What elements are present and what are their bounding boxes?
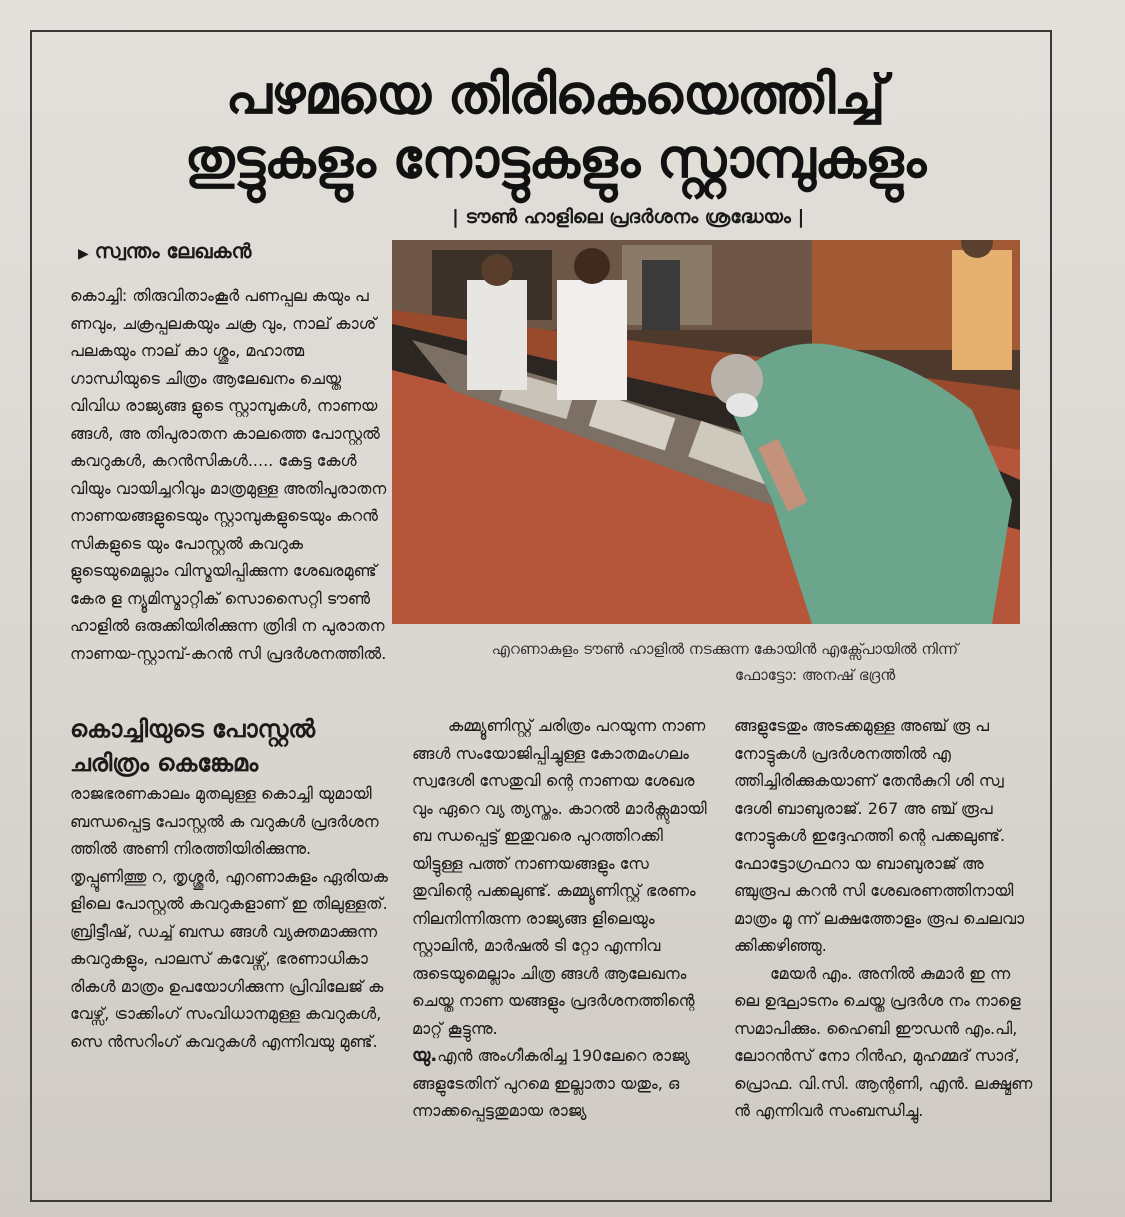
article-intro-column — [70, 282, 388, 702]
section-heading — [70, 712, 390, 780]
byline-text: സ്വന്തം ലേഖകൻ — [94, 239, 252, 263]
section-body-column — [70, 780, 388, 1140]
bullet-triangle-icon: ▶ — [78, 246, 89, 262]
headline-line-1: പഴമയെ തിരികെയെത്തിച്ച് — [225, 63, 885, 126]
byline — [78, 236, 251, 266]
section-heading-line-1: കൊച്ചിയുടെ പോസ്റ്റൽ — [70, 715, 316, 743]
photo-credit: ഫോട്ടോ: അനഷ് ഭദ്രൻ — [734, 666, 896, 684]
column-2-paragraph-1: കമ്മ്യൂണിസ്റ്റ് ചരിത്രം പറയുന്ന നാണങ്ങൾ സംയോജിപ്പിച്ചുള്ള കോതമംഗലം സ്വദേശി സേതുവി ന്റെ നാണയ ശേഖരവും ഏറെ വ്യ ത്യസ്തം. കാറൽ മാർക്സുമായി ബ ന്ധപ്പെട്ട് ഇതുവരെ പുറത്തിറക്കി യിട്ടുള്ള പത്ത് നാണയങ്ങളും സേ തുവിന്റെ പക്കലുണ്ട്. കമ്മ്യൂണിസ്റ്റ് ഭരണം നിലനിന്നിരുന്ന രാജ്യങ്ങ ളിലെയും സ്റ്റാലിൻ, മാർഷൽ ടി റ്റോ എന്നിവരുടെയുമെല്ലാം ചിത്ര ങ്ങൾ ആലേഖനം ചെയ്ത നാണ യങ്ങളും പ്രദർശനത്തിന്റെ മാറ്റ് കൂട്ടുന്നു. — [412, 716, 707, 1038]
column-2-paragraph-2 — [412, 1042, 712, 1125]
section-paragraph: രാജഭരണകാലം മുതലുള്ള കൊച്ചി യുമായി ബന്ധപ്പെട്ട പോസ്റ്റൽ ക വറുകൾ പ്രദർശനത്തിൽ അണി നിരത്തിയിരിക്കുന്നു. തൃപ്പൂണിത്തു റ, തൃശ്ശൂർ, എറണാകുളം ഏരിയക ളിലെ പോസ്റ്റൽ കവറുകളാണ് ഇ തിലുള്ളത്. ബ്രിട്ടീഷ്, ഡച്ച് ബന്ധ ങ്ങൾ വ്യക്തമാക്കുന്ന കവറുകളും, പാലസ് കവേഴ്സ്, ഭരണാധികാ രികൾ മാത്രം ഉപയോഗിക്കുന്ന പ്രിവിലേജ് കവേഴ്സ്, ട്രാക്കിംഗ് സംവിധാനമുള്ള കവറുകൾ, സെ ൻസറിംഗ് കവറുകൾ എന്നിവയു മുണ്ട്. — [70, 784, 388, 1051]
photo-illustration — [392, 240, 1020, 624]
headline-line-2: തുട്ടുകളും നോട്ടുകളും സ്റ്റാമ്പുകളും — [184, 127, 926, 190]
intro-paragraph: കൊച്ചി: തിരുവിതാംകൂർ പണപ്പല കയും പണവും, ചക്രപ്പലകയും ചക്ര വും, നാല് കാശ് പലകയും നാല് കാ ശ്ശും, മഹാത്മ ഗാന്ധിയുടെ ചിത്രം ആലേഖനം ചെയ്ത വിവിധ രാജ്യങ്ങ ളുടെ സ്റ്റാമ്പുകൾ, നാണയങ്ങൾ, അ തിപുരാതന കാലത്തെ പോസ്റ്റൽ കവറുകൾ, കറൻസികൾ..... കേട്ട കേൾവിയും വായിച്ചറിവും മാത്രമുള്ള അതിപുരാതന നാണയങ്ങളുടെയും സ്റ്റാമ്പുകളുടെയും കറൻസികളുടെ യും പോസ്റ്റൽ കവറുകളുടെയുമെല്ലാം വിസ്മയിപ്പിക്കുന്ന ശേഖരമുണ്ട് കേര ള ന്യൂമിസ്മാറ്റിക് സൊസൈറ്റി ടൗൺ ഹാളിൽ ഒരുക്കിയിരിക്കുന്ന ത്രിദി ന പുരാതന നാണയ-സ്റ്റാമ്പ്-കറൻ സി പ്രദർശനത്തിൽ. — [70, 286, 387, 663]
column-3-paragraph-1: ങ്ങളുടേതും അടക്കമുള്ള അഞ്ച് രൂ പ നോട്ടുകൾ പ്രദർശനത്തിൽ എ ത്തിച്ചിരിക്കുകയാണ് തേൻകുറി ശി സ്വദേശി ബാബുരാജ്. 267 അ ഞ്ച് രൂപ നോട്ടുകൾ ഇദ്ദേഹത്തി ന്റെ പക്കലുണ്ട്. ഫോട്ടോഗ്രഫറാ യ ബാബുരാജ് അഞ്ചുരൂപ കറൻ സി ശേഖരണത്തിനായി മാത്രം മൂ ന്ന് ലക്ഷത്തോളം രൂപ ചെലവാ ക്കിക്കഴിഞ്ഞു. — [734, 716, 1025, 955]
photo-caption — [420, 636, 1030, 688]
photo-caption-line-1: എറണാകുളം ടൗൺ ഹാളിൽ നടക്കുന്ന കോയിൻ എക്സ്പോയിൽ നിന്ന് — [491, 640, 959, 658]
exhibition-photo — [392, 240, 1020, 624]
article-column-3 — [734, 712, 1034, 1152]
column-2-lead: യു. — [412, 1045, 438, 1066]
subheadline: | ടൗൺ ഹാളിലെ പ്രദർശനം ശ്രദ്ധേയം | — [452, 206, 805, 228]
section-heading-line-2: ചരിത്രം കെങ്കേമം — [70, 749, 259, 777]
article-column-2 — [412, 712, 712, 1152]
column-3-paragraph-2: മേയർ എം. അനിൽ കുമാർ ഇ ന്നലെ ഉദ്ഘാടനം ചെയ്ത പ്രദർശ നം നാളെ സമാപിക്കും. ഹൈബി ഈഡൻ എം.പി, ലോറൻസ് നോ റിൻഹ, മുഹമ്മദ് സാദ്, പ്രൊഫ. വി.സി. ആന്റണി, എൻ. ലക്ഷ്മണ ൻ എന്നിവർ സംബന്ധിച്ചു. — [734, 963, 1033, 1120]
column-2-paragraph-2-text: എൻ അംഗീകരിച്ച 190ലേറെ രാജ്യങ്ങളുടേതിന് പുറമെ ഇല്ലാതാ യതും, ഒന്നാക്കപ്പെട്ടതുമായ രാജ്യ — [412, 1046, 690, 1120]
